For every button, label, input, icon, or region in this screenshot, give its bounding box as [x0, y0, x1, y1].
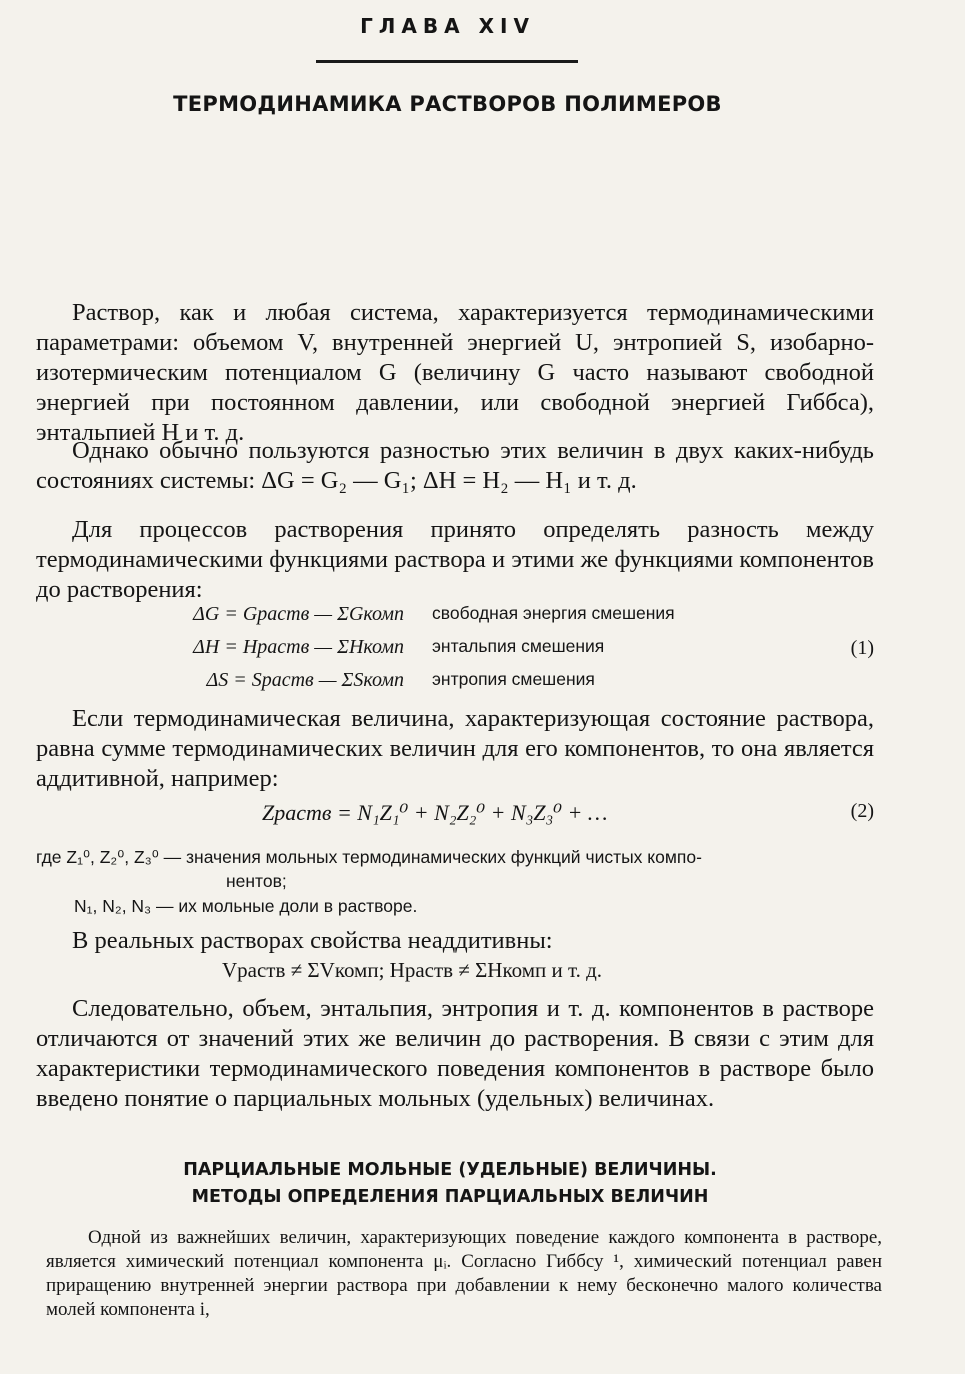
equation-1-lhs: ΔH = Hраств — ΣHкомп — [193, 636, 404, 658]
chapter-label: ГЛАВА XIV — [360, 14, 535, 38]
paragraph-3 — [36, 515, 874, 605]
chapter-rule — [316, 60, 578, 63]
equation-1 — [36, 603, 874, 702]
equation-1-description: свободная энергия смешения — [432, 603, 675, 623]
paragraph-1-text: Раствор, как и любая система, характеризуется термодинамическими параметрами: объемом V, внутренней энергией U, энтропией S, изобарно-изотермическим потенциалом G (величину G часто называют свободной энергией при постоянном давлении, или свободной энергией Гиббса), энтальпией H и т. д. — [36, 299, 874, 446]
where-clause-1-text: где Z₁⁰, Z₂⁰, Z₃⁰ — значения мольных термодинамических функций чистых компо- — [36, 847, 702, 867]
equation-2 — [36, 800, 874, 832]
equation-1-row — [36, 603, 874, 636]
paragraph-2-text: Однако обычно пользуются разностью этих величин в двух каких-нибудь состояниях системы: ΔG = G₂ — G₁; ΔH = H₂ — H₁ и т. д. — [36, 437, 874, 494]
paragraph-4 — [36, 704, 874, 794]
paragraph-6 — [36, 994, 874, 1114]
paragraph-3-text: Для процессов растворения принято определять разность между термодинамическими функциями раствора и этими же функциями компонентов до растворения: — [36, 516, 874, 603]
where-clause-1-continuation: нентов; — [226, 871, 287, 891]
paragraph-2 — [36, 436, 874, 496]
section-paragraph-text: Одной из важнейших величин, характеризующих поведение каждого компонента в растворе, является химический потенциал компонента μᵢ. Согласно Гиббсу ¹, химический потенциал равен приращению внутренней энергии раствора при добавлении к нему бесконечно малого количества молей компонента i, — [46, 1227, 882, 1320]
equation-2-number: (2) — [850, 800, 874, 822]
paragraph-6-text: Следовательно, объем, энтальпия, энтропия и т. д. компонентов в растворе отличаются от значений этих же величин до растворения. В связи с этим для характеристики термодинамического поведения компонентов в растворе было введено понятие о парциальных мольных (удельных) величинах. — [36, 995, 874, 1112]
section-paragraph — [46, 1226, 882, 1322]
paragraph-1 — [36, 298, 874, 448]
equation-1-description: энтропия смешения — [432, 669, 595, 689]
where-clause-1 — [36, 845, 874, 893]
equation-1-row — [36, 636, 874, 669]
equation-1-row — [36, 669, 874, 702]
equation-1-description: энтальпия смешения — [432, 636, 605, 656]
paragraph-5-text: В реальных растворах свойства неаддитивны: — [72, 927, 553, 954]
paragraph-4-text: Если термодинамическая величина, характеризующая состояние раствора, равна сумме термодинамических величин для его компонентов, то она является аддитивной, например: — [36, 705, 874, 792]
chapter-title: ТЕРМОДИНАМИКА РАСТВОРОВ ПОЛИМЕРОВ — [173, 92, 722, 116]
where-clause-2: N₁, N₂, N₃ — их мольные доли в растворе. — [74, 896, 418, 916]
equation-3 — [36, 958, 874, 988]
paragraph-5 — [36, 926, 874, 956]
equation-1-lhs: ΔG = Gраств — ΣGкомп — [193, 603, 404, 625]
equation-3-formula: Vраств ≠ ΣVкомп; Hраств ≠ ΣHкомп и т. д. — [222, 958, 603, 982]
equation-1-lhs: ΔS = Sраств — ΣSкомп — [206, 669, 404, 691]
equation-1-number: (1) — [850, 637, 874, 659]
section-heading-line-1: ПАРЦИАЛЬНЫЕ МОЛЬНЫЕ (УДЕЛЬНЫЕ) ВЕЛИЧИНЫ. — [183, 1160, 717, 1180]
section-heading-line-2: МЕТОДЫ ОПРЕДЕЛЕНИЯ ПАРЦИАЛЬНЫХ ВЕЛИЧИН — [191, 1187, 709, 1207]
equation-2-formula: Zраств = N₁Z₁⁰ + N₂Z₂⁰ + N₃Z₃⁰ + … — [262, 800, 608, 825]
